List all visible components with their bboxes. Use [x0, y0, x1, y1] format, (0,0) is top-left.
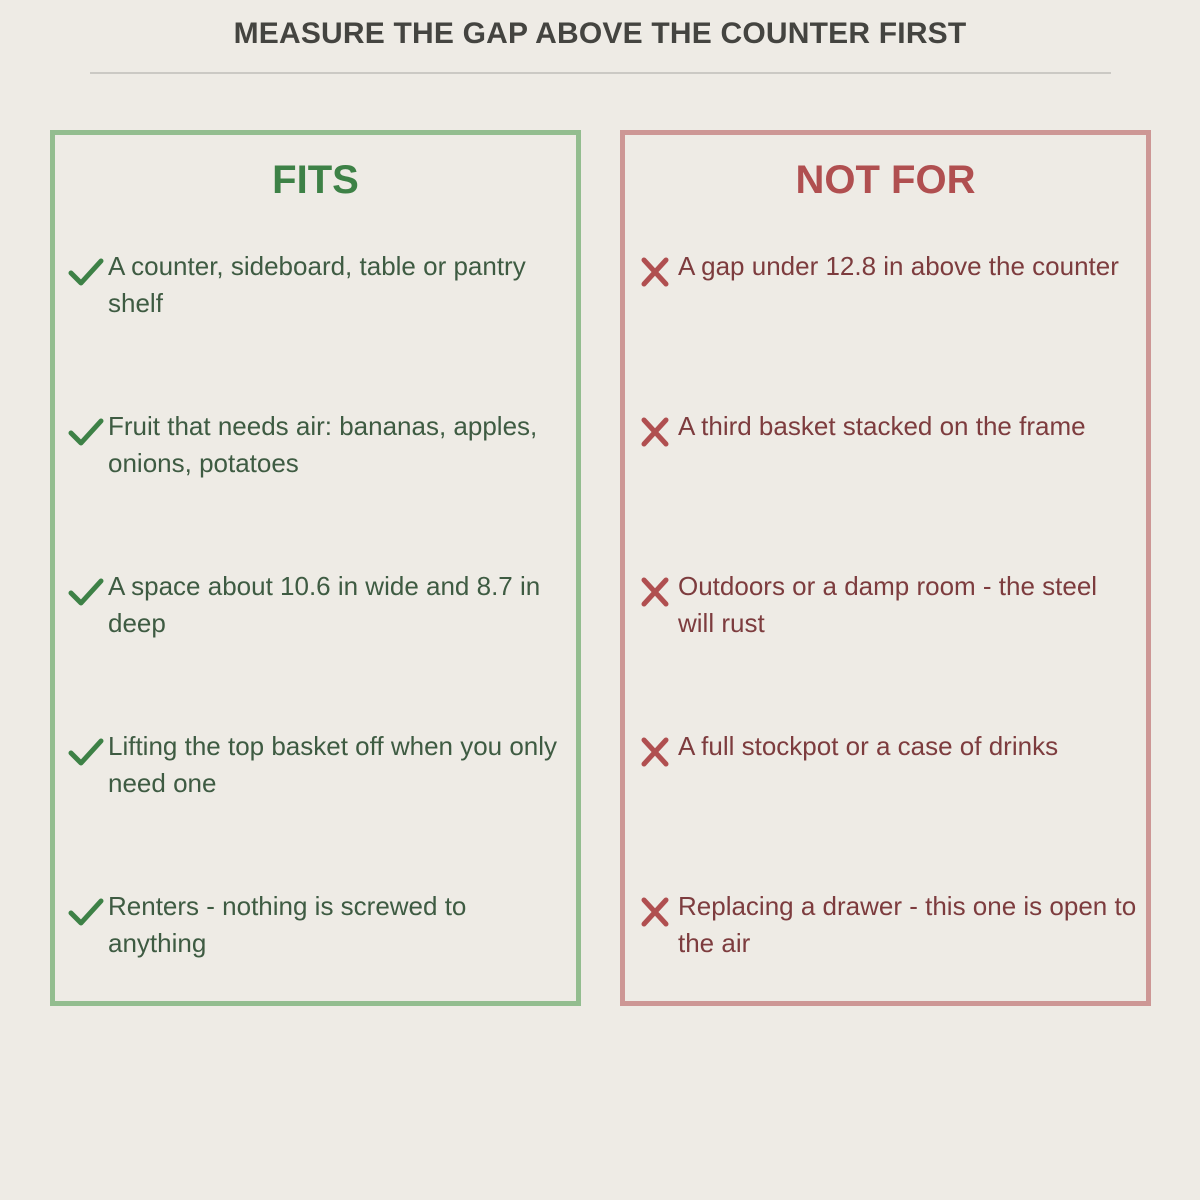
not-for-item-text: Replacing a drawer - this one is open to the air	[678, 891, 1137, 958]
not-for-heading: NOT FOR	[795, 158, 976, 202]
cross-icon	[638, 896, 674, 928]
not-for-item	[638, 728, 1140, 818]
fits-item	[68, 248, 570, 338]
title-divider	[90, 72, 1111, 74]
fits-item	[68, 408, 570, 498]
not-for-item	[638, 888, 1140, 978]
fits-panel	[50, 130, 581, 1006]
not-for-item-text: Outdoors or a damp room - the steel will rust	[678, 571, 1098, 638]
fits-item-text: Renters - nothing is screwed to anything	[108, 891, 467, 958]
check-icon	[68, 256, 104, 288]
not-for-item	[638, 568, 1140, 658]
not-for-item	[638, 408, 1140, 498]
not-for-panel	[620, 130, 1151, 1006]
fits-item	[68, 568, 570, 658]
cross-icon	[638, 416, 674, 448]
fits-item-text: Lifting the top basket off when you only need one	[108, 731, 558, 798]
not-for-item-text: A third basket stacked on the frame	[678, 411, 1086, 441]
cross-icon	[638, 576, 674, 608]
check-icon	[68, 576, 104, 608]
cross-icon	[638, 736, 674, 768]
not-for-item-text: A full stockpot or a case of drinks	[678, 731, 1059, 761]
not-for-item-text: A gap under 12.8 in above the counter	[678, 251, 1119, 281]
fits-item-text: A counter, sideboard, table or pantry shelf	[108, 251, 526, 318]
fits-item-text: Fruit that needs air: bananas, apples, onions, potatoes	[108, 411, 538, 478]
check-icon	[68, 736, 104, 768]
fits-item	[68, 728, 570, 818]
not-for-item	[638, 248, 1140, 338]
fits-item-text: A space about 10.6 in wide and 8.7 in deep	[108, 571, 541, 638]
fits-item	[68, 888, 570, 978]
page-title: MEASURE THE GAP ABOVE THE COUNTER FIRST	[233, 17, 967, 50]
fits-heading: FITS	[272, 158, 359, 202]
check-icon	[68, 416, 104, 448]
cross-icon	[638, 256, 674, 288]
check-icon	[68, 896, 104, 928]
